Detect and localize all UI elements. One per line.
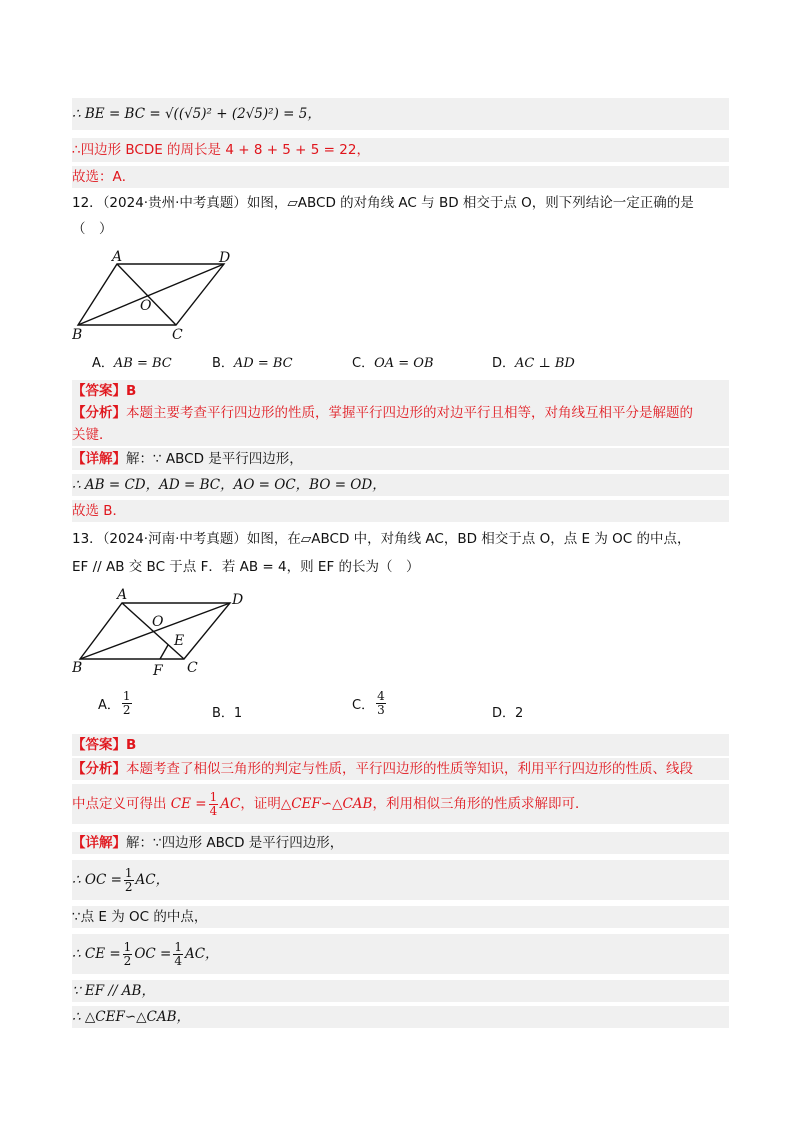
q12-label-a: A [112, 249, 123, 265]
prev-be-formula: ∴ BE = BC = √((√5)² + (2√5)²) = 5， [72, 98, 729, 130]
q13-detail-1: 【详解】解：∵四边形 ABCD 是平行四边形， [72, 832, 729, 854]
q12-detail-2: ∴ AB = CD，AD = BC，AO = OC，BO = OD， [72, 474, 729, 496]
q12-detail-1: 【详解】解：∵ ABCD 是平行四边形， [72, 448, 729, 470]
q13-option-a: A． $\frac{1}{2}$ [98, 689, 131, 717]
q12-paren: （ ） [72, 221, 113, 237]
prev-choice: 故选：A． [72, 166, 729, 188]
q12-option-b: B．AD = BC [212, 356, 293, 371]
q13-option-d: D．2 [492, 706, 524, 721]
document-page [72, 0, 729, 1132]
q12-analysis-2: 关键． [72, 424, 729, 446]
q12-answer: 【答案】B [72, 380, 729, 402]
q12-analysis-1: 【分析】本题主要考查平行四边形的性质，掌握平行四边形的对边平行且相等，对角线互相平分是解题的 [72, 402, 729, 424]
q12-label-o: O [140, 298, 152, 314]
prev-perimeter: ∴四边形 BCDE 的周长是 4 + 8 + 5 + 5 = 22， [72, 138, 729, 162]
q13-detail-3: ∵点 E 为 OC 的中点， [72, 906, 729, 928]
q12-stem: 12．（2024·贵州·中考真题）如图，▱ABCD 的对角线 AC 与 BD 相交于点 O，则下列结论一定正确的是 [72, 195, 694, 211]
q12-option-d: D．AC ⊥ BD [492, 356, 575, 371]
q12-label-c: C [172, 327, 183, 343]
q13-label-d: D [232, 592, 244, 608]
q13-label-c: C [187, 660, 198, 676]
q13-label-e: E [174, 633, 185, 649]
q12-choice: 故选 B． [72, 500, 729, 522]
q13-detail-2: ∴ OC = $\frac{1}{2}$ AC， [72, 860, 729, 900]
q12-diagonal-bd [78, 264, 224, 325]
q13-option-c: C． $\frac{4}{3}$ [352, 689, 385, 717]
q12-label-d: D [219, 250, 231, 266]
q13-option-b: B．1 [212, 706, 243, 721]
q13-label-a: A [117, 587, 128, 603]
q12-figure [72, 248, 262, 344]
q13-detail-4: ∴ CE = $\frac{1}{2}$ OC = $\frac{1}{4}$ AC， [72, 934, 729, 974]
q13-stem-2: EF // AB 交 BC 于点 F．若 AB = 4，则 EF 的长为（ ） [72, 559, 420, 575]
q13-label-b: B [72, 660, 83, 676]
q12-option-c: C．OA = OB [352, 356, 434, 371]
q13-stem: 13．（2024·河南·中考真题）如图，在▱ABCD 中，对角线 AC，BD 相交于点 O，点 E 为 OC 的中点， [72, 531, 691, 547]
q12-diagonal-ac [117, 264, 176, 325]
q13-detail-6: ∴ △CEF∽△CAB， [72, 1006, 729, 1028]
q13-segment-ef [160, 645, 168, 659]
q12-option-a: A．AB = BC [92, 356, 172, 371]
q13-analysis-1: 【分析】本题考查了相似三角形的判定与性质，平行四边形的性质等知识，利用平行四边形的性质、线段 [72, 758, 729, 780]
q13-analysis-2: 中点定义可得出 CE = $\frac{1}{4}$ AC，证明△CEF∽△CAB，利用相似三角形的性质求解即可． [72, 784, 729, 824]
q13-label-o: O [152, 614, 164, 630]
q13-figure [72, 586, 262, 680]
q13-detail-5: ∵ EF // AB， [72, 980, 729, 1002]
q13-label-f: F [153, 663, 163, 679]
q13-answer: 【答案】B [72, 734, 729, 756]
q12-label-b: B [72, 327, 83, 343]
